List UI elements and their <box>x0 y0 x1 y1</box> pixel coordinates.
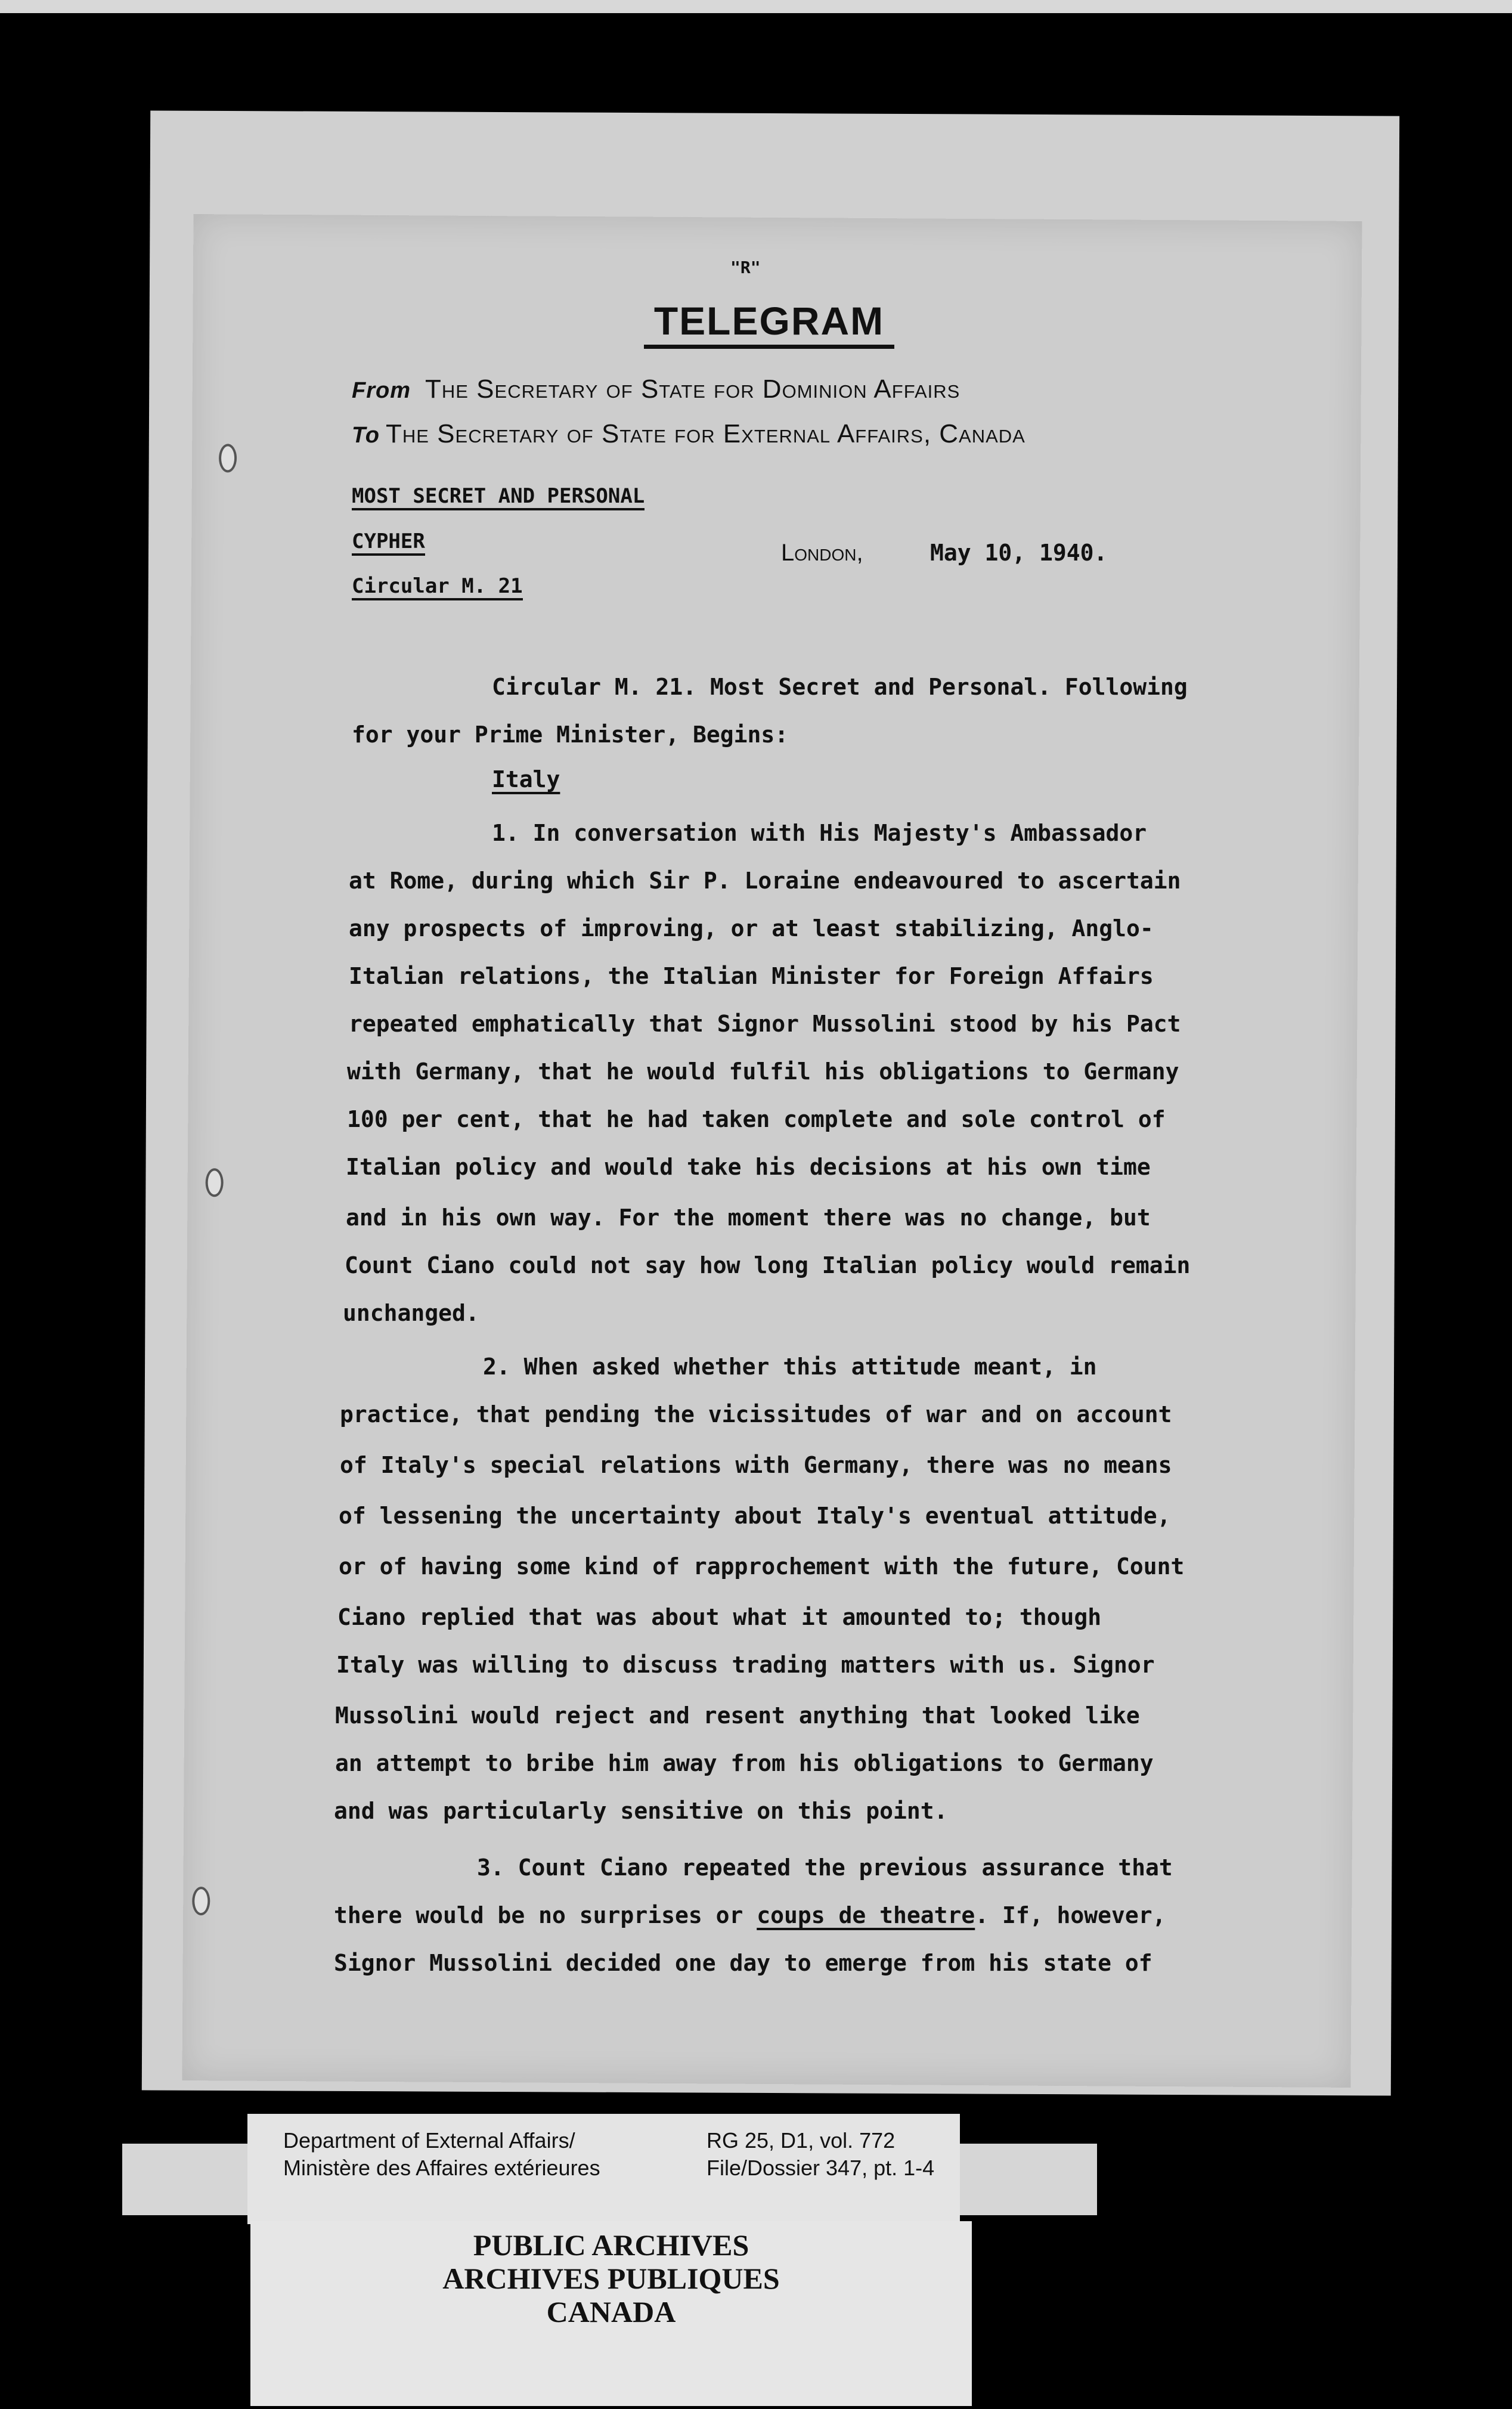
body-line: Circular M. 21. Most Secret and Personal. Following <box>492 674 1188 700</box>
underlined-phrase: coups de theatre <box>757 1902 975 1928</box>
stamp-line: PUBLIC ARCHIVES <box>473 2228 749 2262</box>
body-line: Italian policy and would take his decisions at his own time <box>346 1154 1151 1180</box>
body-line: practice, that pending the vicissitudes of war and on account <box>340 1401 1172 1428</box>
classification-cypher: CYPHER <box>352 530 425 556</box>
body-line: 2. When asked whether this attitude meant, in <box>483 1354 1097 1380</box>
classification-mark: "R" <box>730 258 761 277</box>
body-text-run: there would be no surprises or <box>334 1902 757 1928</box>
body-line: Italian relations, the Italian Minister for Foreign Affairs <box>349 963 1154 989</box>
body-line: Italy was willing to discuss trading matters with us. Signor <box>336 1652 1155 1678</box>
stamp-text <box>250 2228 972 2329</box>
department-names <box>283 2127 600 2182</box>
classification-circular: Circular M. 21 <box>352 574 523 600</box>
from-label: From <box>352 378 411 403</box>
file-number: File/Dossier 347, pt. 1-4 <box>707 2156 935 2180</box>
classification-secrecy: MOST SECRET AND PERSONAL <box>352 484 645 510</box>
body-line: of lessening the uncertainty about Italy's eventual attitude, <box>339 1503 1171 1529</box>
body-line: 100 per cent, that he had taken complete and sole control of <box>347 1106 1166 1132</box>
body-line: 1. In conversation with His Majesty's Ambassador <box>492 820 1147 846</box>
body-line: and was particularly sensitive on this point. <box>334 1798 948 1824</box>
body-line: an attempt to bribe him away from his obligations to Germany <box>335 1750 1154 1776</box>
stamp-line: CANADA <box>546 2295 676 2329</box>
place: London, <box>781 540 863 566</box>
body-line: Count Ciano could not say how long Italian policy would remain <box>345 1252 1191 1278</box>
body-line: of Italy's special relations with Germany, there was no means <box>340 1452 1172 1478</box>
punch-hole <box>206 1168 224 1197</box>
body-line: and in his own way. For the moment there was no change, but <box>346 1204 1151 1231</box>
body-line: 3. Count Ciano repeated the previous assurance that <box>477 1854 1173 1881</box>
from-value: The Secretary of State for Dominion Affairs <box>425 374 961 404</box>
body-line: Mussolini would reject and resent anything that looked like <box>335 1702 1140 1729</box>
body-line: Signor Mussolini decided one day to emerge from his state of <box>334 1950 1152 1976</box>
body-line: with Germany, that he would fulfil his obligations to Germany <box>347 1058 1179 1085</box>
body-line: at Rome, during which Sir P. Loraine endeavoured to ascertain <box>349 868 1181 894</box>
body-line: any prospects of improving, or at least stabilizing, Anglo- <box>349 915 1154 942</box>
record-group: RG 25, D1, vol. 772 <box>707 2128 896 2153</box>
body-line-mixed <box>334 1902 1166 1928</box>
file-reference <box>707 2127 934 2182</box>
punch-hole <box>219 444 237 472</box>
stamp-line: ARCHIVES PUBLIQUES <box>442 2262 780 2295</box>
document-title: TELEGRAM <box>644 298 894 349</box>
punch-hole <box>192 1887 210 1915</box>
public-archives-stamp <box>250 2221 972 2406</box>
body-line: or of having some kind of rapprochement with the future, Count <box>339 1553 1185 1580</box>
body-line: Ciano replied that was about what it amounted to; though <box>337 1604 1102 1630</box>
date: May 10, 1940. <box>930 540 1108 566</box>
to-value: The Secretary of State for External Affairs, Canada <box>386 419 1025 448</box>
body-line: for your Prime Minister, Begins: <box>352 722 789 748</box>
body-line: repeated emphatically that Signor Mussolini stood by his Pact <box>349 1011 1181 1037</box>
body-line: unchanged. <box>343 1300 479 1326</box>
to-line <box>352 419 1025 449</box>
body-text-run: . If, however, <box>975 1902 1166 1928</box>
to-label: To <box>352 423 380 448</box>
archive-reference-label <box>247 2114 960 2224</box>
film-edge <box>0 0 1512 13</box>
section-heading: Italy <box>492 766 560 792</box>
department-fr: Ministère des Affaires extérieures <box>283 2156 600 2180</box>
department-en: Department of External Affairs/ <box>283 2128 575 2153</box>
from-line <box>352 374 960 404</box>
